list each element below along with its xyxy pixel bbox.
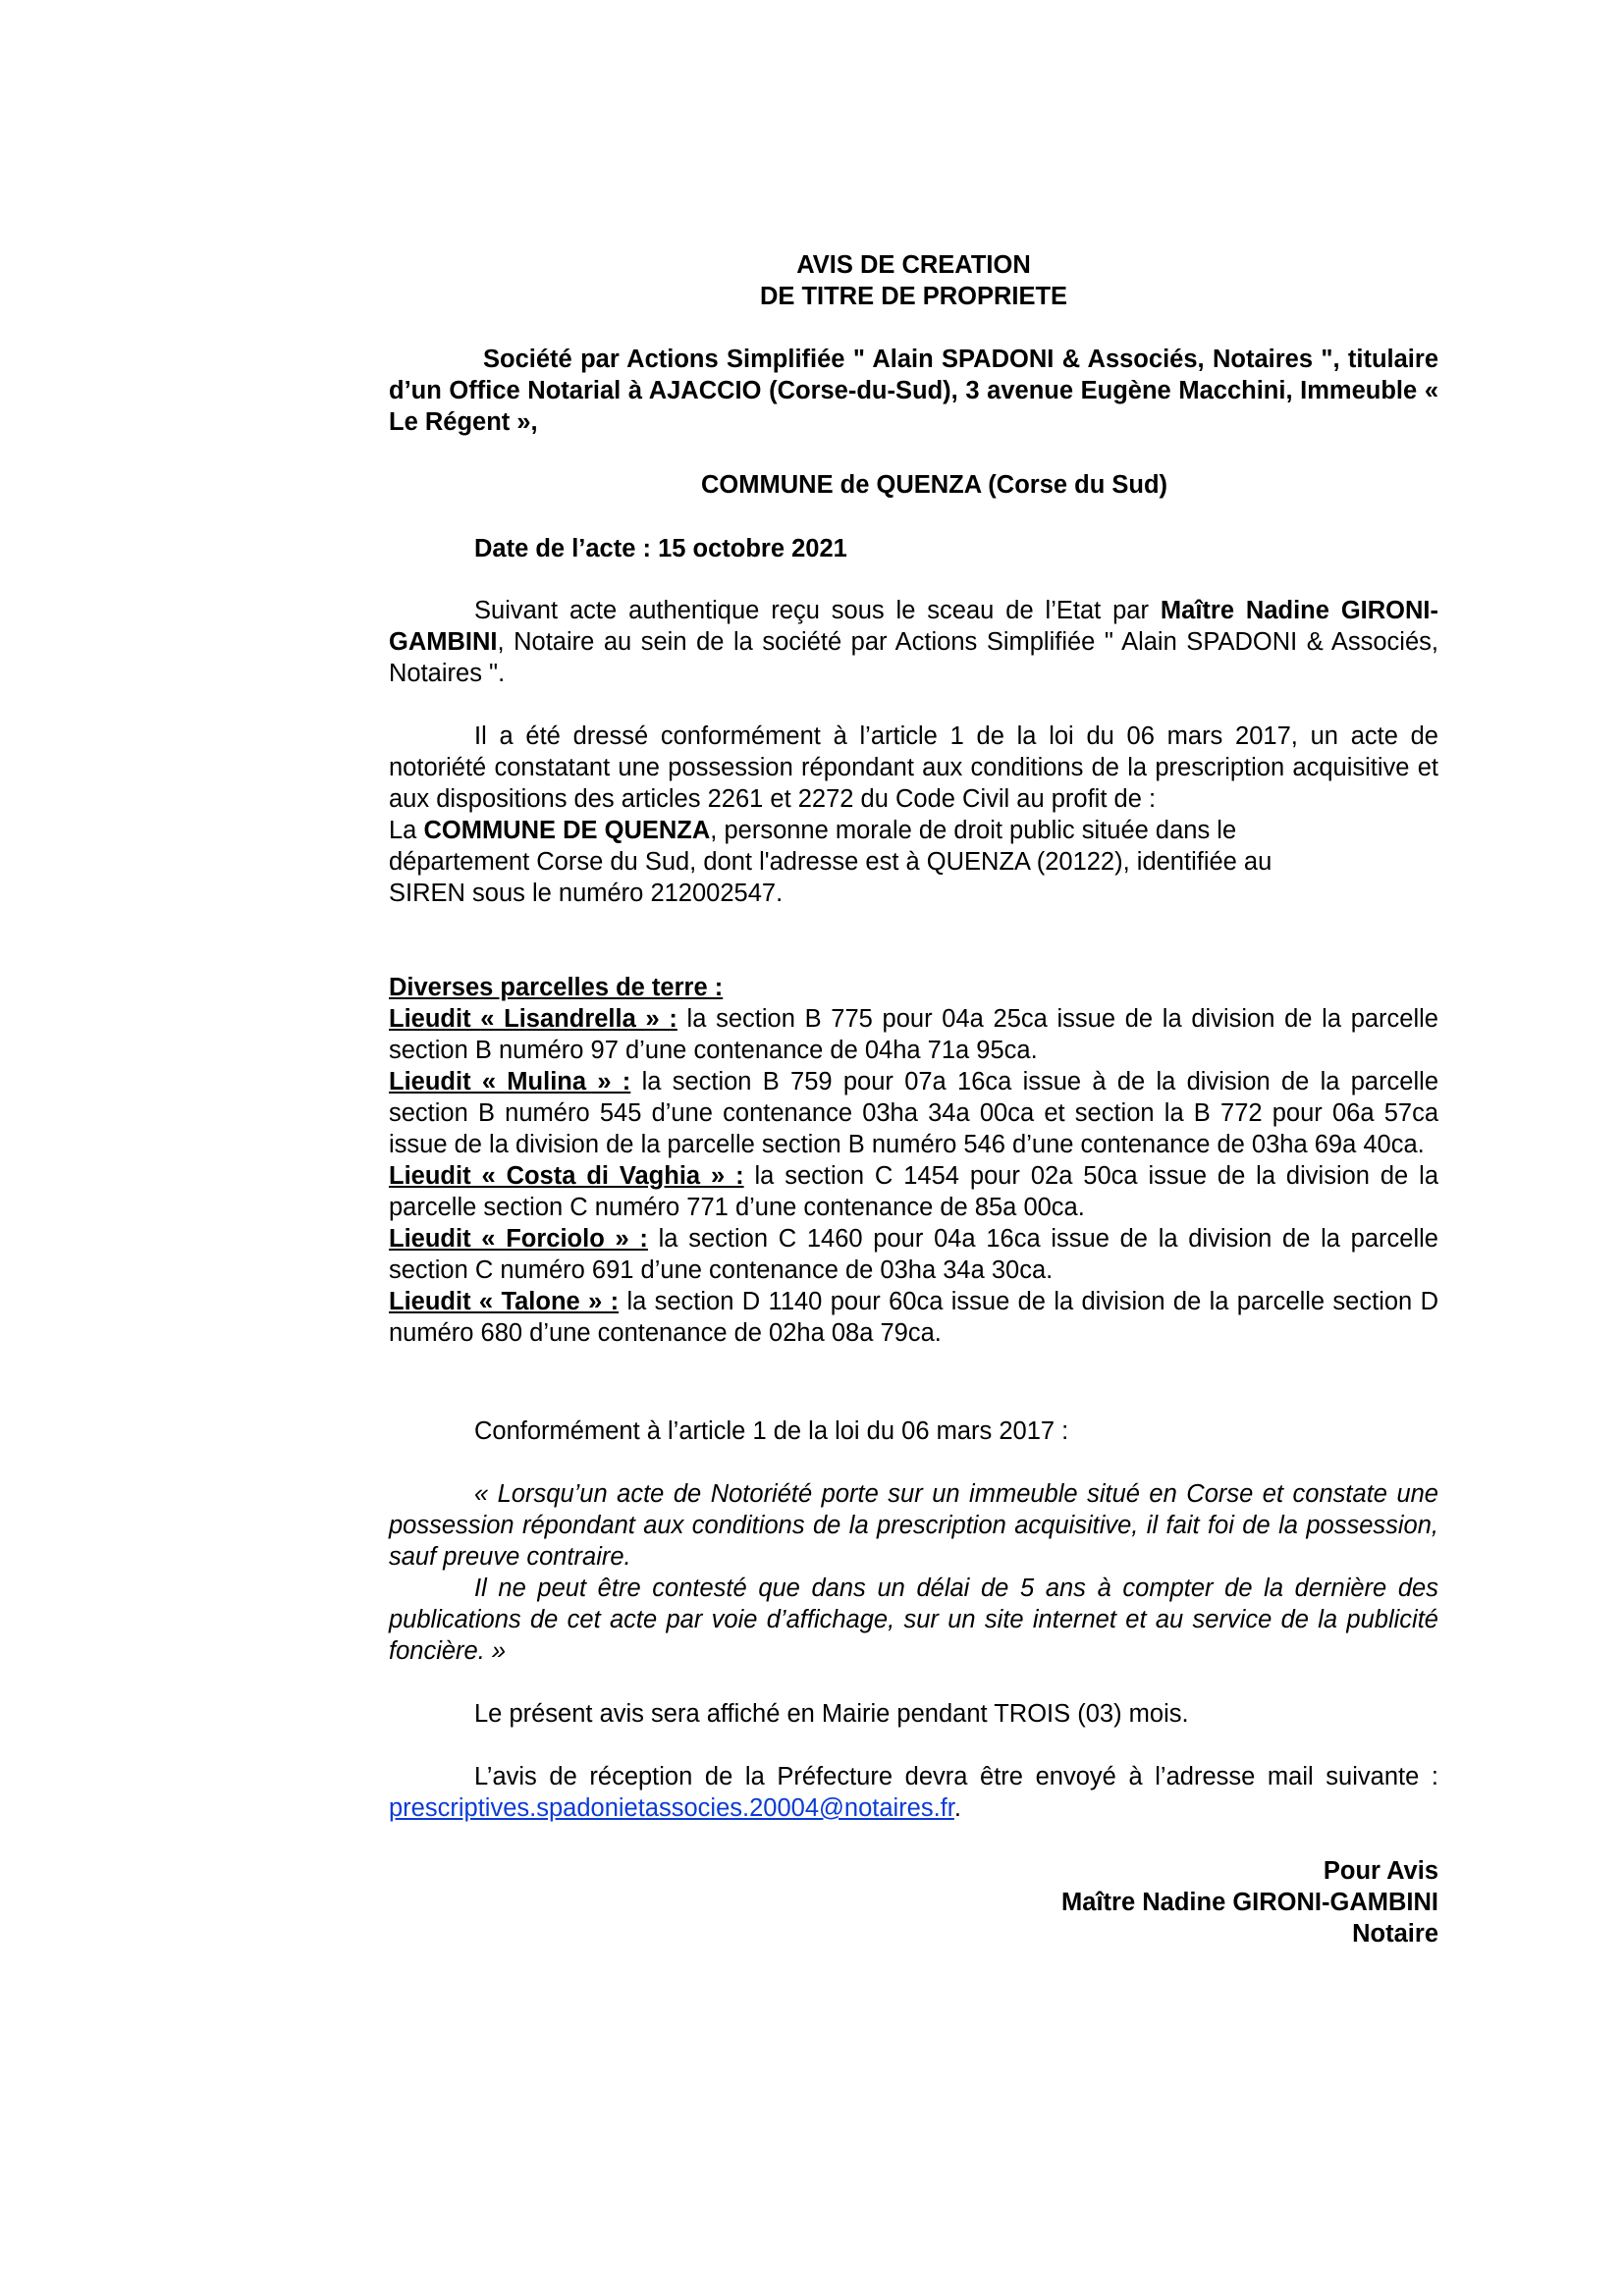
parcelle-label: Lieudit « Talone » :: [389, 1288, 620, 1315]
parcelle-label: Lieudit « Costa di Vaghia » :: [389, 1162, 744, 1190]
beneficiary-name: COMMUNE DE QUENZA: [423, 817, 711, 844]
affichage-text: Le présent avis sera affiché en Mairie pendant TROIS (03) mois.: [474, 1700, 1189, 1728]
beneficiary-line-1: [389, 815, 1438, 846]
parcelle-text: la section C 1454 pour 02a 50ca issue de la division de la parcelle section C numéro 771 d’une contenance de 85a 00ca.: [389, 1162, 1438, 1221]
acte-rest: , Notaire au sein de la société par Actions Simplifiée " Alain SPADONI & Associés, Notaires ".: [389, 628, 1438, 687]
parcelle-item: [389, 1160, 1438, 1223]
reception-paragraph: [389, 1761, 1438, 1824]
title-line-1: AVIS DE CREATION: [796, 251, 1031, 279]
signature-title: Notaire: [1352, 1920, 1438, 1948]
date-acte: Date de l’acte : 15 octobre 2021: [474, 535, 847, 562]
beneficiary-block: [389, 815, 1438, 909]
signature-pour-avis: Pour Avis: [1323, 1857, 1438, 1885]
parcelle-item: [389, 1066, 1438, 1160]
parcelle-item: [389, 1286, 1438, 1349]
parcelle-text: la section D 1140 pour 60ca issue de la division de la parcelle section D numéro 680 d’une contenance de 02ha 08a 79ca.: [389, 1288, 1438, 1347]
loi-intro: Conformément à l’article 1 de la loi du 06 mars 2017 :: [474, 1417, 1069, 1445]
parcelle-label: Lieudit « Lisandrella » :: [389, 1005, 677, 1033]
loi-quote-1: « Lorsqu’un acte de Notoriété porte sur un immeuble situé en Corse et constate une possession répondant aux conditions de la prescription acquisitive, il fait foi de la possession, sauf preuve contraire.: [389, 1480, 1438, 1571]
acte-notaire: Maître Nadine GIRONI-GAMBINI: [389, 597, 1438, 656]
office-paragraph: Société par Actions Simplifiée " Alain SPADONI & Associés, Notaires ", titulaire d’un Office Notarial à AJACCIO (Corse-du-Sud), 3 avenue Eugène Macchini, Immeuble « Le Régent »,: [389, 346, 1438, 436]
title-line-2: DE TITRE DE PROPRIETE: [759, 283, 1068, 310]
parcelle-item: [389, 1003, 1438, 1066]
notoriete-paragraph: Il a été dressé conformément à l’article 1 de la loi du 06 mars 2017, un acte de notoriété constatant une possession répondant aux conditions de la prescription acquisitive et aux dispositions des articles 2261 et 2272 du Code Civil au profit de :: [389, 722, 1438, 813]
commune-heading: COMMUNE de QUENZA (Corse du Sud): [701, 471, 1168, 499]
parcelle-text: la section B 775 pour 04a 25ca issue de la division de la parcelle section B numéro 97 d’une contenance de 04ha 71a 95ca.: [389, 1005, 1438, 1064]
signature-notaire-name: Maître Nadine GIRONI-GAMBINI: [1061, 1889, 1438, 1916]
parcelle-label: Lieudit « Forciolo » :: [389, 1225, 648, 1253]
email-link[interactable]: prescriptives.spadonietassocies.20004@notaires.fr: [389, 1794, 954, 1822]
reception-text: L’avis de réception de la Préfecture devra être envoyé à l’adresse mail suivante :: [474, 1763, 1438, 1790]
parcelle-text: la section C 1460 pour 04a 16ca issue de la division de la parcelle section C numéro 691 d’une contenance de 03ha 34a 30ca.: [389, 1225, 1438, 1284]
parcelle-label: Lieudit « Mulina » :: [389, 1068, 631, 1095]
beneficiary-line-3: SIREN sous le numéro 212002547.: [389, 880, 784, 907]
acte-paragraph: [389, 595, 1438, 689]
beneficiary-prefix: La: [389, 817, 424, 844]
loi-quote-2: Il ne peut être contesté que dans un délai de 5 ans à compter de la dernière des publications de cet acte par voie d’affichage, sur un site internet et au service de la publicité foncière. »: [389, 1575, 1438, 1665]
parcelles-heading: Diverses parcelles de terre :: [389, 974, 724, 1001]
parcelle-text: la section B 759 pour 07a 16ca issue à de la division de la parcelle section B numéro 545 d’une contenance 03ha 34a 00ca et section la B 772 pour 06a 57ca issue de la division de la parcelle section B numéro 546 d’une contenance de 03ha 69a 40ca.: [389, 1068, 1439, 1158]
parcelle-item: [389, 1223, 1438, 1286]
parcelles-list: [389, 1003, 1438, 1349]
acte-intro: Suivant acte authentique reçu sous le sceau de l’Etat par: [474, 597, 1161, 624]
beneficiary-line-1-rest: , personne morale de droit public située dans le: [710, 817, 1237, 844]
reception-end: .: [953, 1794, 961, 1822]
beneficiary-line-2: département Corse du Sud, dont l'adresse est à QUENZA (20122), identifiée au: [389, 848, 1272, 876]
